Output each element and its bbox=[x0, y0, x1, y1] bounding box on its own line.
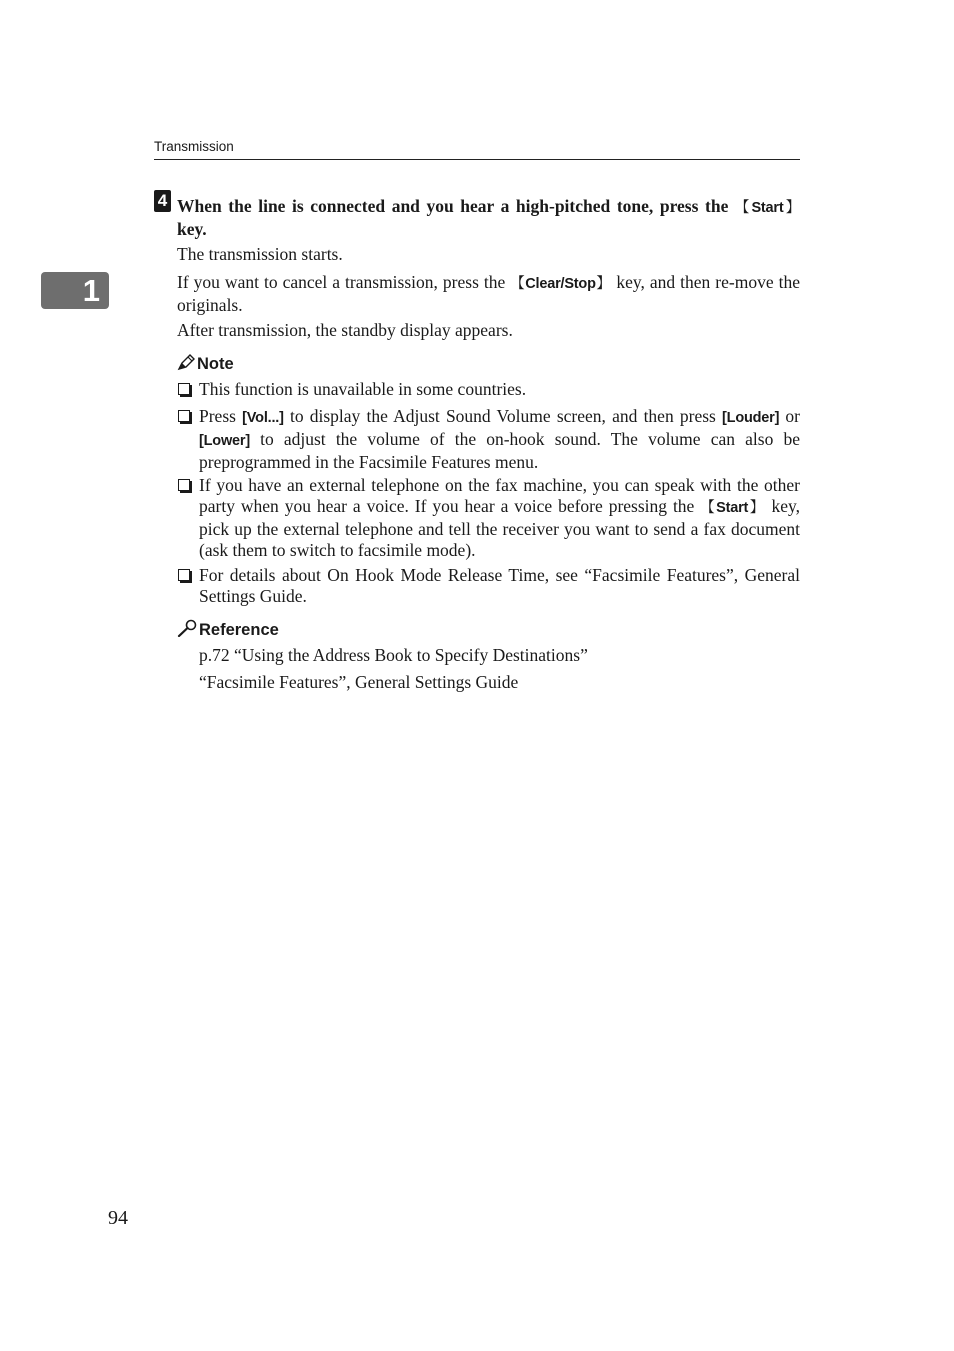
louder-key-label: [Louder] bbox=[722, 410, 780, 426]
step-instruction bbox=[177, 196, 800, 240]
magnifier-icon bbox=[177, 619, 199, 637]
step-text-start: When the line is connected and you hear a high-pitched tone, press the bbox=[177, 196, 735, 216]
note-item: For details about On Hook Mode Release Time, see “Facsimile Features”, General Settings Guide. bbox=[177, 565, 800, 607]
vol-key-label: [Vol...] bbox=[242, 410, 284, 426]
chapter-number: 1 bbox=[82, 273, 100, 308]
start-key-label: 【Start】 bbox=[734, 200, 800, 216]
checkbox-bullet-icon bbox=[178, 569, 190, 581]
reference-heading bbox=[177, 619, 279, 640]
note-heading bbox=[177, 354, 234, 374]
running-header: Transmission bbox=[154, 139, 234, 154]
reference-link-address-book[interactable]: p.72 “Using the Address Book to Specify Destinations” bbox=[199, 645, 588, 665]
paragraph-standby: After transmission, the standby display appears. bbox=[177, 320, 513, 340]
note-list bbox=[177, 379, 800, 619]
checkbox-bullet-icon bbox=[178, 410, 190, 422]
clear-stop-key-label: 【Clear/Stop】 bbox=[510, 276, 612, 292]
note-item: This function is unavailable in some countries. bbox=[177, 379, 800, 400]
header-rule bbox=[154, 159, 800, 160]
pencil-icon bbox=[177, 354, 197, 371]
checkbox-bullet-icon bbox=[178, 479, 190, 491]
start-key-label: 【Start】 bbox=[700, 500, 766, 516]
reference-title: Reference bbox=[199, 621, 279, 639]
step-text-end: key. bbox=[177, 219, 207, 239]
note-title: Note bbox=[197, 355, 234, 373]
note-item: If you have an external telephone on the fax machine, you can speak with the other party when you hear a voice. If you hear a voice before pressing the 【Start】 key, pick up the external telephone and tell the receiver you want to send a fax document (ask them to switch to facsimile mode). bbox=[177, 475, 800, 561]
checkbox-bullet-icon bbox=[178, 383, 190, 395]
paragraph-cancel: If you want to cancel a transmission, press the 【Clear/Stop】 key, and then re-move the originals. bbox=[177, 272, 800, 315]
paragraph-transmission-starts: The transmission starts. bbox=[177, 244, 343, 264]
reference-link-facsimile-features[interactable]: “Facsimile Features”, General Settings Guide bbox=[199, 672, 519, 692]
chapter-tab bbox=[41, 272, 109, 309]
lower-key-label: [Lower] bbox=[199, 433, 250, 449]
note-item: Press [Vol...] to display the Adjust Sound Volume screen, and then press [Louder] or [Lower] to adjust the volume of the on-hook sound. The volume can also be preprogrammed in the Facsimile Features menu. bbox=[177, 406, 800, 473]
page-number: 94 bbox=[108, 1207, 128, 1229]
step-number-icon: 4 bbox=[154, 190, 171, 212]
